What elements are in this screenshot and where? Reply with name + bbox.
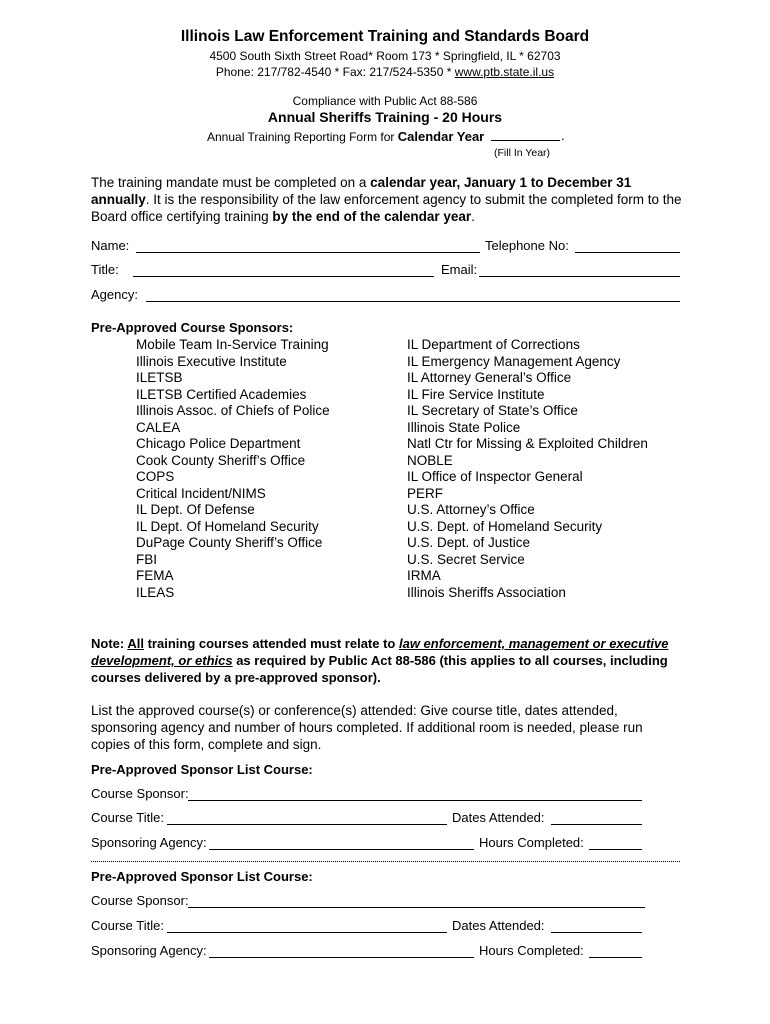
hours-completed-field[interactable] [589,957,642,958]
email-field[interactable] [479,276,680,277]
dotted-separator [91,861,680,862]
title-field[interactable] [133,276,434,277]
sponsor-item: U.S. Dept. of Justice [407,535,531,550]
hours-completed-label: Hours Completed: [479,835,584,850]
sponsoring-agency-field[interactable] [209,957,474,958]
sponsors-heading: Pre-Approved Course Sponsors: [91,320,294,335]
course-title-field[interactable] [167,824,447,825]
sponsor-item: CALEA [136,419,181,435]
sponsor-item: DuPage County Sheriff’s Office [136,535,323,550]
website-link[interactable]: www.ptb.state.il.us [454,65,555,79]
sponsor-item: Natl Ctr for Missing & Exploited Children [407,436,648,451]
sponsor-item: IL Attorney General’s Office [407,370,572,385]
hours-completed-field[interactable] [589,849,642,850]
reporting-text: Annual Training Reporting Form for [207,130,398,144]
course-title-label: Course Title: [91,918,164,933]
sponsor-item: Critical Incident/NIMS [136,485,266,501]
note-emphasis: law enforcement, management or executive development, or ethics [91,636,669,668]
sponsor-item: IL Emergency Management Agency [407,353,621,369]
course-block-heading: Pre-Approved Sponsor List Course: [91,869,313,884]
sponsor-item: Cook County Sheriff’s Office [136,452,306,468]
note-paragraph [91,635,683,686]
agency-field[interactable] [146,301,680,302]
address: 4500 South Sixth Street Road* Room 173 * Springfield, IL * 62703 [209,49,561,63]
sponsor-item: Illinois Assoc. of Chiefs of Police [136,403,330,418]
sponsor-item: Illinois Sheriffs Association [407,584,566,600]
name-label: Name: [91,238,130,253]
sponsor-item: NOBLE [407,452,453,468]
reporting-line [207,129,484,144]
hours-completed-label: Hours Completed: [479,943,584,958]
sponsor-item: IL Dept. Of Defense [136,502,255,517]
contact-line [0,65,770,79]
sponsor-item: PERF [407,485,444,501]
course-sponsor-field[interactable] [188,907,645,908]
sponsor-item: ILETSB [136,370,183,385]
intro-bold-2: by the end of the calendar year [272,209,472,224]
course-title-field[interactable] [167,932,447,933]
fill-in-year-hint: (Fill In Year) [494,147,551,159]
title-label: Title: [91,262,119,277]
sponsors-left-list [136,337,330,601]
note-text-1: training courses attended must relate to [143,636,399,651]
dates-attended-field[interactable] [551,932,642,933]
note-text-2: as required by Public Act 88-586 (this applies to all courses, including courses delivered by a pre-approved sponsor). [91,653,668,685]
calendar-year-field[interactable] [491,140,560,141]
sponsors-right-list [407,337,648,601]
sponsor-item: Chicago Police Department [136,436,301,451]
sponsor-item: IL Office of Inspector General [407,469,583,484]
sponsor-item: U.S. Dept. of Homeland Security [407,518,603,534]
dates-attended-label: Dates Attended: [452,918,545,933]
note-label: Note: [91,636,125,651]
org-name: Illinois Law Enforcement Training and Standards Board [180,28,590,45]
sponsoring-agency-field[interactable] [209,849,474,850]
course-sponsor-label: Course Sponsor: [91,786,189,801]
sponsor-item: IL Department of Corrections [407,337,580,352]
sponsor-item: IRMA [407,568,441,583]
telephone-label: Telephone No: [485,238,569,253]
sponsor-item: U.S. Attorney’s Office [407,502,535,517]
sponsor-item: FBI [136,551,158,567]
telephone-field[interactable] [575,252,680,253]
dates-attended-label: Dates Attended: [452,810,545,825]
period: . [561,128,565,143]
contact-text: Phone: 217/782-4540 * Fax: 217/524-5350 * [215,65,455,79]
course-title-label: Course Title: [91,810,164,825]
sponsor-item: COPS [136,469,175,484]
sponsor-item: ILEAS [136,584,175,600]
note-all: All [127,636,144,651]
sponsor-item: FEMA [136,568,174,583]
form-title: Annual Sheriffs Training - 20 Hours [267,109,503,125]
intro-bold-1: calendar year, January 1 to December 31 annually [91,175,632,207]
sponsor-item: U.S. Secret Service [407,551,525,567]
intro-text-1: The training mandate must be completed on a [91,175,371,190]
sponsor-item: Mobile Team In-Service Training [136,337,329,352]
sponsoring-agency-label: Sponsoring Agency: [91,943,207,958]
sponsor-item: IL Fire Service Institute [407,386,545,402]
calendar-year-label: Calendar Year [397,129,485,144]
sponsor-item: IL Secretary of State’s Office [407,403,578,418]
sponsor-item: IL Dept. Of Homeland Security [136,518,319,534]
sponsoring-agency-label: Sponsoring Agency: [91,835,207,850]
agency-label: Agency: [91,287,138,302]
sponsor-item: Illinois Executive Institute [136,353,287,369]
intro-text-2: . It is the responsibility of the law enforcement agency to submit the completed form to the Board office certifying training [91,192,682,224]
intro-paragraph [91,174,683,225]
course-sponsor-field[interactable] [188,800,642,801]
course-block-heading: Pre-Approved Sponsor List Course: [91,762,313,777]
sponsor-item: ILETSB Certified Academies [136,386,307,402]
intro-text-3: . [471,209,475,224]
sponsor-item: Illinois State Police [407,419,521,435]
email-label: Email: [441,262,478,277]
instructions-paragraph: List the approved course(s) or conference(s) attended: Give course title, dates attended, sponsoring agency and number of hours completed. If additional room is needed, please run copies of this form, complete and sign. [91,703,643,752]
course-sponsor-label: Course Sponsor: [91,893,189,908]
compliance-line: Compliance with Public Act 88-586 [292,94,478,108]
dates-attended-field[interactable] [551,824,642,825]
name-field[interactable] [136,252,480,253]
